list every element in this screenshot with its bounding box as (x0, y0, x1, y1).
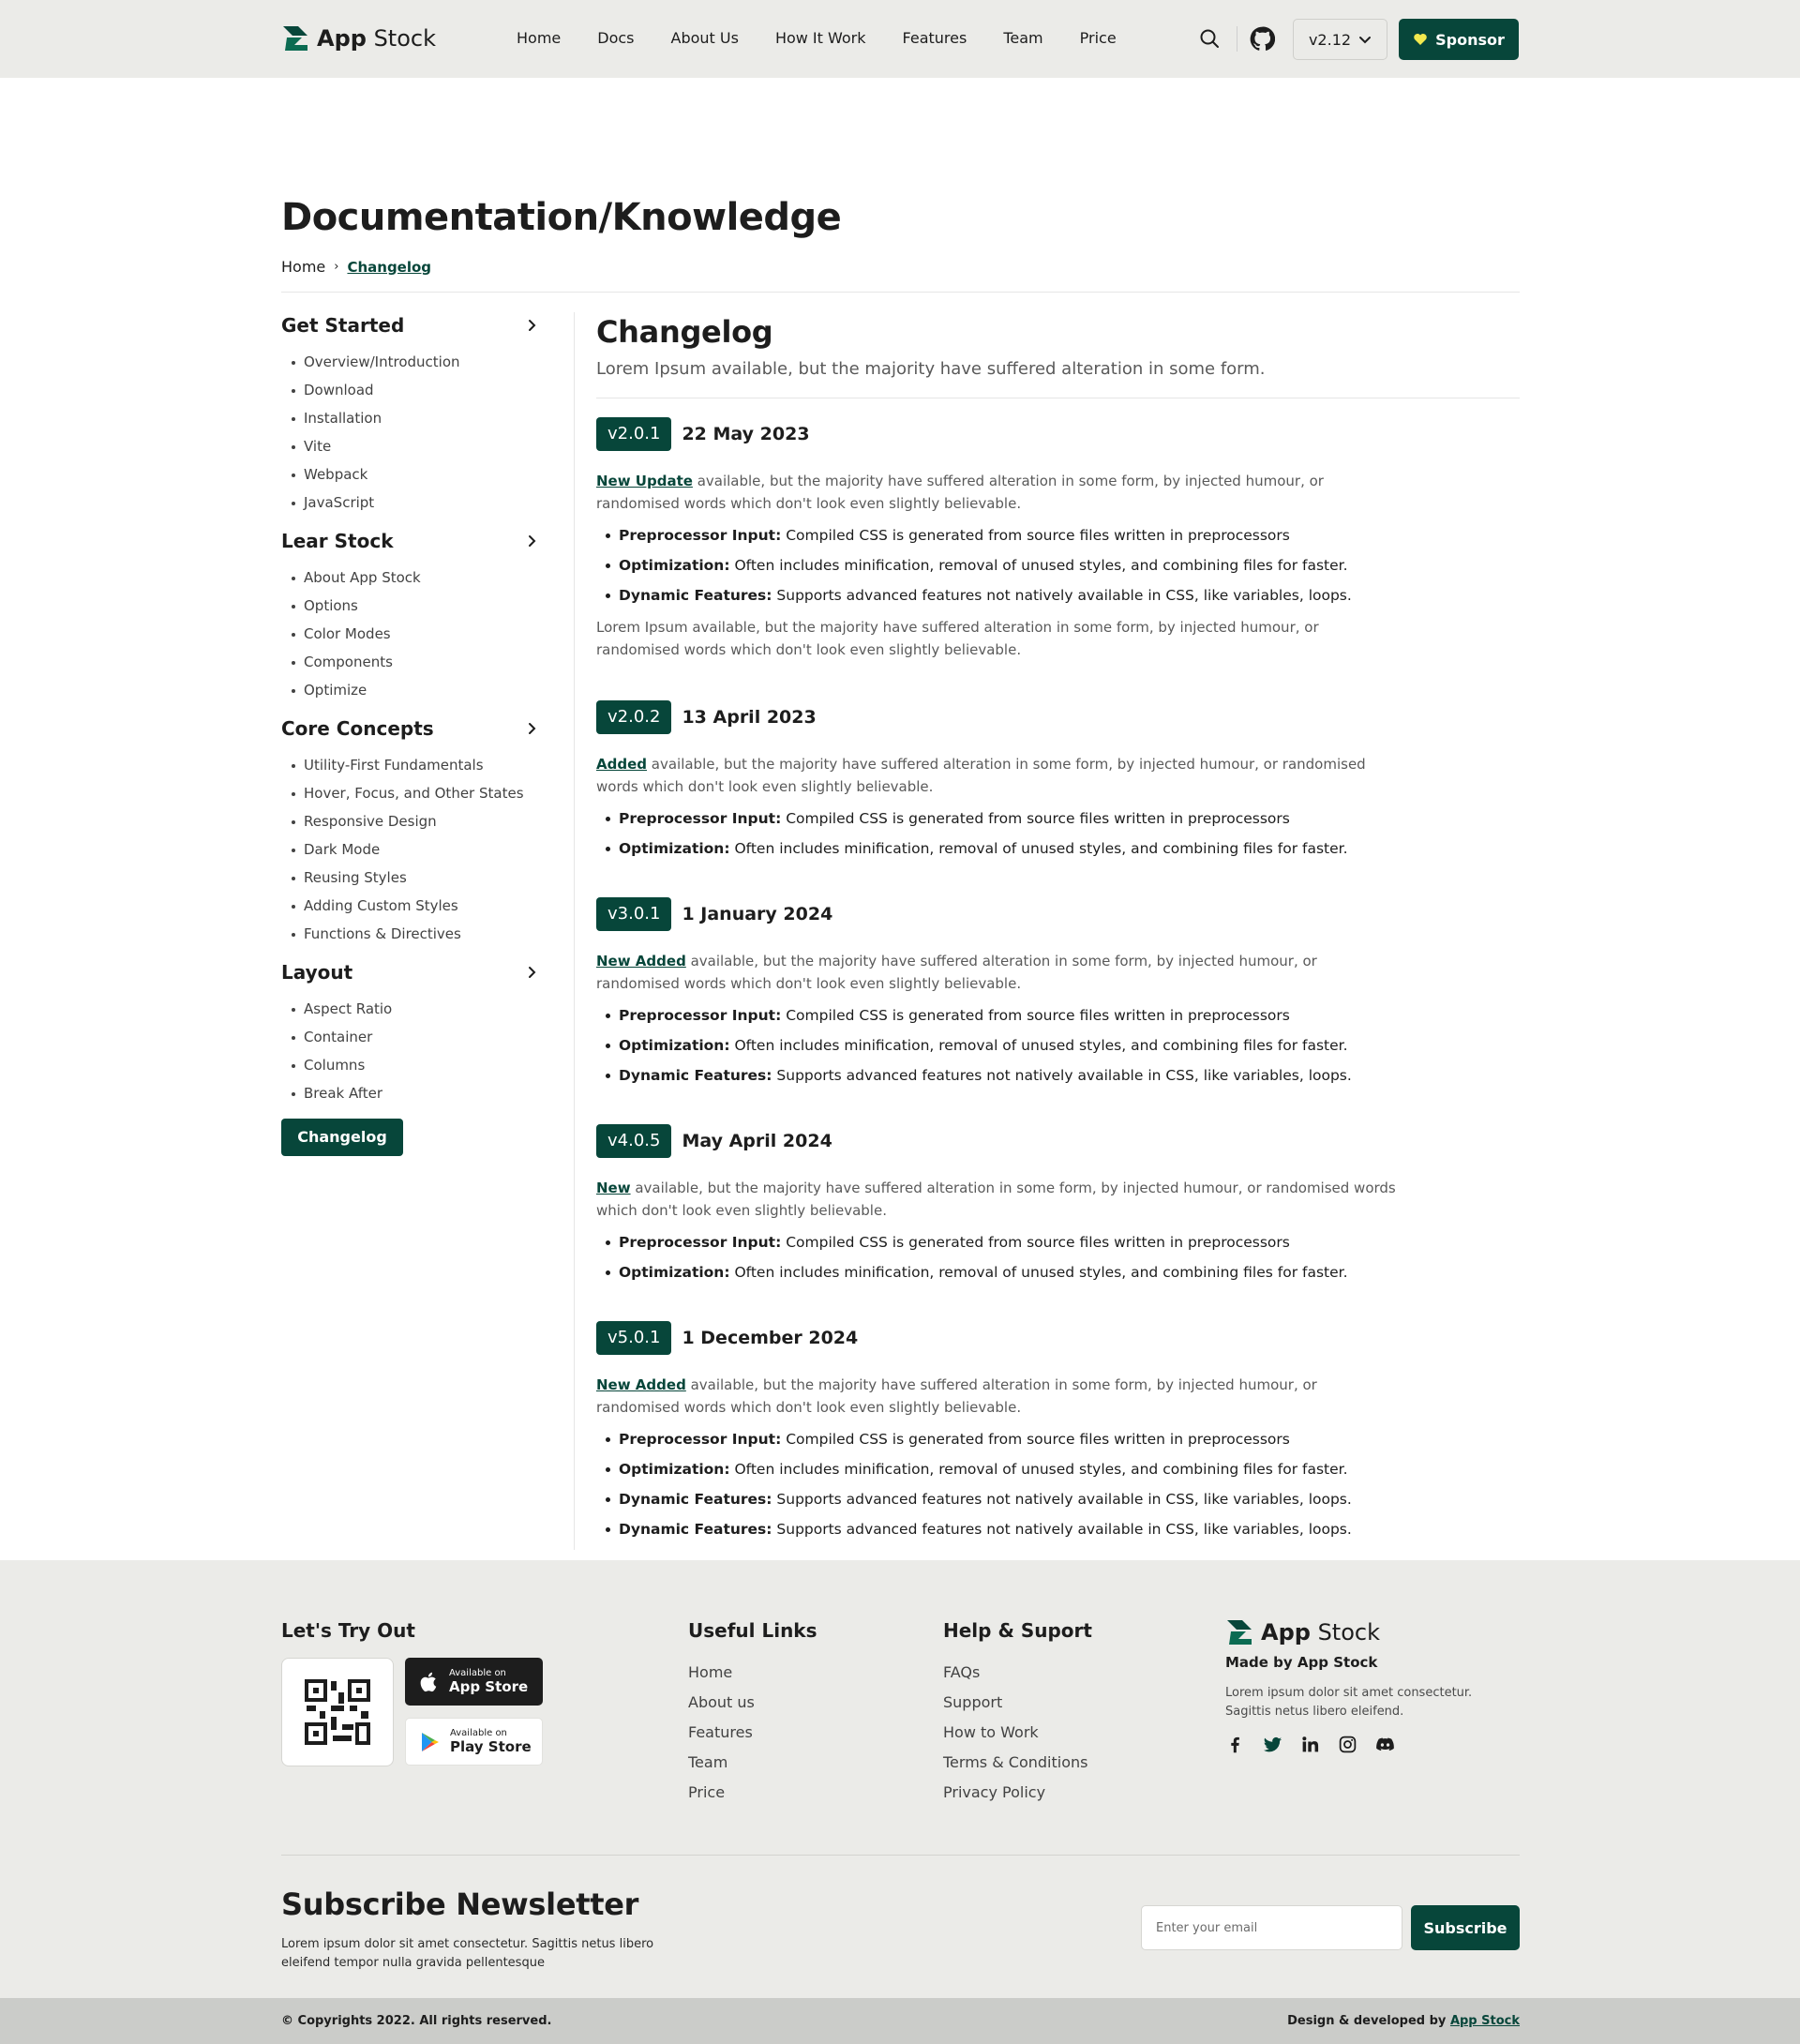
release-entry (596, 417, 1520, 661)
release-item: Preprocessor Input: Compiled CSS is generated from source files written in preprocessors (596, 526, 1520, 545)
newsletter-desc: Lorem ipsum dolor sit amet consectetur. Sagittis netus libero eleifend tempor nulla gravida pellentesque (281, 1937, 654, 1970)
sidebar-item[interactable]: Color Modes (281, 620, 562, 648)
footer-link-features[interactable]: Features (688, 1723, 753, 1741)
footer-col-title: Useful Links (688, 1619, 818, 1642)
release-entry (596, 897, 1520, 1085)
qr-code-icon (305, 1679, 370, 1745)
header-divider (1237, 26, 1238, 52)
sidebar-section-title: Lear Stock (281, 530, 394, 552)
chevron-right-icon (525, 722, 538, 735)
qr-code (281, 1658, 394, 1766)
release-description: New Added available, but the majority have suffered alteration in some form, by injected humour, or randomised words which don't look even slightly believable. (596, 1376, 1317, 1416)
linkedin-icon[interactable] (1300, 1735, 1320, 1754)
release-item: Dynamic Features: Supports advanced features not natively available in CSS, like variables, loops. (596, 1520, 1520, 1539)
footer-link-price[interactable]: Price (688, 1783, 726, 1801)
nav-about-us[interactable]: About Us (670, 29, 739, 47)
release-entry (596, 1124, 1520, 1282)
release-note: Lorem Ipsum available, but the majority have suffered alteration in some form, by injected humour, or randomised words which don't look even slightly believable. (596, 619, 1319, 658)
release-date: 13 April 2023 (682, 707, 817, 728)
site-header (0, 0, 1800, 78)
sidebar-section-toggle[interactable] (281, 522, 562, 560)
changelog-title: Changelog (596, 314, 773, 350)
footer-made-by: Made by App Stock (1225, 1654, 1378, 1671)
sidebar-item[interactable]: JavaScript (281, 488, 562, 517)
subscribe-button[interactable]: Subscribe (1411, 1905, 1520, 1950)
sidebar-section-toggle[interactable] (281, 710, 562, 747)
footer-divider (281, 1855, 1520, 1856)
instagram-icon[interactable] (1338, 1735, 1358, 1754)
nav-docs[interactable]: Docs (597, 29, 635, 47)
discord-icon[interactable] (1375, 1735, 1395, 1754)
sidebar-section-title: Core Concepts (281, 717, 434, 740)
sidebar-section-core-concepts (281, 710, 562, 948)
release-date: 1 January 2024 (682, 904, 833, 924)
app-store-button[interactable] (405, 1658, 543, 1706)
footer-link-home[interactable]: Home (688, 1663, 733, 1681)
sidebar-item[interactable]: Dark Mode (281, 835, 562, 864)
app-store-big: App Store (449, 1678, 529, 1695)
release-description: Added available, but the majority have suffered alteration in some form, by injected humour, or randomised words which don't look even slightly believable. (596, 756, 1366, 795)
version-badge: v4.0.5 (596, 1124, 671, 1158)
breadcrumb-home[interactable]: Home (281, 258, 326, 276)
bottom-bar (0, 1998, 1800, 2044)
divider (281, 292, 1520, 293)
credit-text: Design & developed by App Stock (1287, 2014, 1520, 2028)
sidebar-item[interactable]: Adding Custom Styles (281, 892, 562, 920)
version-badge: v3.0.1 (596, 897, 671, 931)
breadcrumb (281, 258, 431, 276)
release-highlight-link[interactable]: New (596, 1180, 631, 1196)
brand-logo[interactable] (281, 24, 436, 53)
sidebar-item[interactable]: Overview/Introduction (281, 348, 562, 376)
site-footer (0, 1560, 1800, 1998)
main-nav (517, 29, 1153, 47)
sidebar-section-toggle[interactable] (281, 307, 562, 344)
sidebar-item[interactable]: Download (281, 376, 562, 404)
sidebar-item[interactable]: Utility-First Fundamentals (281, 751, 562, 779)
nav-home[interactable]: Home (517, 29, 562, 47)
sponsor-label: Sponsor (1435, 30, 1505, 49)
sidebar-item[interactable]: Components (281, 648, 562, 676)
facebook-icon[interactable] (1225, 1735, 1245, 1754)
footer-col-title: Help & Suport (943, 1619, 1092, 1642)
sidebar-section-get-started (281, 307, 562, 517)
release-item: Preprocessor Input: Compiled CSS is generated from source files written in preprocessors (596, 1233, 1520, 1252)
sponsor-button[interactable] (1399, 19, 1519, 60)
brand-name: App Stock (317, 25, 436, 52)
release-highlight-link[interactable]: New Added (596, 1376, 686, 1393)
brand-logo-icon (281, 24, 309, 53)
copyright-text: © Copyrights 2022. All rights reserved. (281, 2014, 552, 2028)
sidebar-item[interactable]: Reusing Styles (281, 864, 562, 892)
release-item: Preprocessor Input: Compiled CSS is generated from source files written in preprocessors (596, 1006, 1520, 1025)
apple-icon (418, 1671, 441, 1693)
footer-link-how-to-work[interactable]: How to Work (943, 1723, 1039, 1741)
release-date: 22 May 2023 (682, 424, 810, 444)
sidebar-item[interactable]: Installation (281, 404, 562, 432)
sidebar-item[interactable]: Responsive Design (281, 807, 562, 835)
brand-logo-icon (1225, 1618, 1253, 1646)
play-store-button[interactable] (405, 1718, 543, 1766)
docs-sidebar (281, 307, 562, 1156)
footer-brand-desc: Lorem ipsum dolor sit amet consectetur. Sagittis netus libero eleifend. (1225, 1686, 1473, 1719)
nav-features[interactable]: Features (902, 29, 968, 47)
chevron-right-icon: › (334, 260, 339, 274)
sidebar-item[interactable]: Hover, Focus, and Other States (281, 779, 562, 807)
version-value: v2.12 (1308, 30, 1352, 49)
newsletter-email-input[interactable] (1141, 1905, 1402, 1950)
footer-help-links (943, 1619, 1092, 1812)
release-item: Dynamic Features: Supports advanced features not natively available in CSS, like variables, loops. (596, 586, 1520, 605)
version-badge: v2.0.2 (596, 700, 671, 734)
release-date: May April 2024 (682, 1131, 832, 1151)
release-item: Dynamic Features: Supports advanced features not natively available in CSS, like variables, loops. (596, 1066, 1520, 1085)
footer-link-support[interactable]: Support (943, 1693, 1003, 1711)
nav-price[interactable]: Price (1079, 29, 1117, 47)
nav-team[interactable]: Team (1003, 29, 1043, 47)
sidebar-item[interactable]: Options (281, 592, 562, 620)
chevron-right-icon (525, 534, 538, 548)
release-item: Optimization: Often includes minification, removal of unused styles, and combining files for faster. (596, 1460, 1520, 1479)
footer-try-title: Let's Try Out (281, 1619, 415, 1642)
release-entry (596, 1321, 1520, 1539)
sidebar-section-title: Get Started (281, 314, 405, 337)
sidebar-section-toggle[interactable] (281, 954, 562, 991)
play-store-big: Play Store (450, 1738, 532, 1755)
release-item: Dynamic Features: Supports advanced features not natively available in CSS, like variables, loops. (596, 1490, 1520, 1509)
sidebar-item[interactable]: Columns (281, 1051, 562, 1079)
footer-link-team[interactable]: Team (688, 1753, 728, 1771)
sidebar-item[interactable]: Functions & Directives (281, 920, 562, 948)
release-description: New Added available, but the majority have suffered alteration in some form, by injected humour, or randomised words which don't look even slightly believable. (596, 953, 1317, 992)
footer-useful-links (688, 1619, 818, 1812)
chevron-down-icon (1358, 33, 1372, 46)
sidebar-section-lear-stock (281, 522, 562, 704)
footer-brand-name: App Stock (1261, 1619, 1380, 1646)
sidebar-item-changelog[interactable]: Changelog (281, 1119, 403, 1156)
release-description: New available, but the majority have suffered alteration in some form, by injected humour, or randomised words which don't look even slightly believable. (596, 1180, 1396, 1219)
changelog-lead: Lorem Ipsum available, but the majority have suffered alteration in some form. (596, 359, 1266, 379)
version-badge: v5.0.1 (596, 1321, 671, 1355)
page-title: Documentation/Knowledge (281, 196, 842, 239)
google-play-icon (419, 1731, 442, 1753)
version-badge: v2.0.1 (596, 417, 671, 451)
release-highlight-link[interactable]: New Update (596, 473, 693, 489)
sidebar-item[interactable]: Container (281, 1023, 562, 1051)
chevron-right-icon (525, 319, 538, 332)
footer-brand (1225, 1618, 1507, 1754)
release-description: New Update available, but the majority have suffered alteration in some form, by injected humour, or randomised words which don't look even slightly believable. (596, 473, 1324, 512)
sidebar-item[interactable]: Vite (281, 432, 562, 460)
release-highlight-link[interactable]: Added (596, 756, 647, 773)
release-item: Optimization: Often includes minification, removal of unused styles, and combining files for faster. (596, 1036, 1520, 1055)
version-select[interactable] (1293, 19, 1388, 60)
sidebar-divider (574, 312, 575, 1550)
social-links (1225, 1735, 1507, 1754)
sidebar-item[interactable]: Break After (281, 1079, 562, 1107)
nav-how-it-work[interactable]: How It Work (774, 29, 866, 47)
twitter-icon[interactable] (1263, 1735, 1282, 1754)
footer-link-faqs[interactable]: FAQs (943, 1663, 981, 1681)
sidebar-item[interactable]: Webpack (281, 460, 562, 488)
sidebar-item[interactable]: Aspect Ratio (281, 995, 562, 1023)
app-store-small: Available on (449, 1668, 506, 1678)
release-item: Optimization: Often includes minification, removal of unused styles, and combining files for faster. (596, 839, 1520, 858)
changelog-main (596, 314, 1520, 1550)
sidebar-section-title: Layout (281, 961, 353, 984)
release-item: Optimization: Often includes minification, removal of unused styles, and combining files for faster. (596, 556, 1520, 575)
footer-link-terms[interactable]: Terms & Conditions (943, 1753, 1088, 1771)
heart-icon (1413, 32, 1428, 47)
play-store-small: Available on (450, 1728, 507, 1738)
release-date: 1 December 2024 (682, 1328, 859, 1348)
sidebar-item[interactable]: About App Stock (281, 564, 562, 592)
footer-link-about[interactable]: About us (688, 1693, 755, 1711)
release-item: Preprocessor Input: Compiled CSS is generated from source files written in preprocessors (596, 1430, 1520, 1449)
release-item: Preprocessor Input: Compiled CSS is generated from source files written in preprocessors (596, 809, 1520, 828)
credit-link[interactable]: App Stock (1449, 2014, 1520, 2028)
sidebar-section-layout (281, 954, 562, 1107)
release-highlight-link[interactable]: New Added (596, 953, 686, 969)
release-item: Optimization: Often includes minification, removal of unused styles, and combining files for faster. (596, 1263, 1520, 1282)
breadcrumb-current[interactable]: Changelog (347, 258, 432, 276)
chevron-right-icon (525, 966, 538, 979)
release-entry (596, 700, 1520, 858)
github-icon[interactable] (1250, 26, 1275, 52)
sidebar-item[interactable]: Optimize (281, 676, 562, 704)
search-icon[interactable] (1198, 27, 1221, 50)
newsletter-title: Subscribe Newsletter (281, 1886, 639, 1922)
footer-logo[interactable] (1225, 1618, 1507, 1646)
footer-link-privacy[interactable]: Privacy Policy (943, 1783, 1046, 1801)
